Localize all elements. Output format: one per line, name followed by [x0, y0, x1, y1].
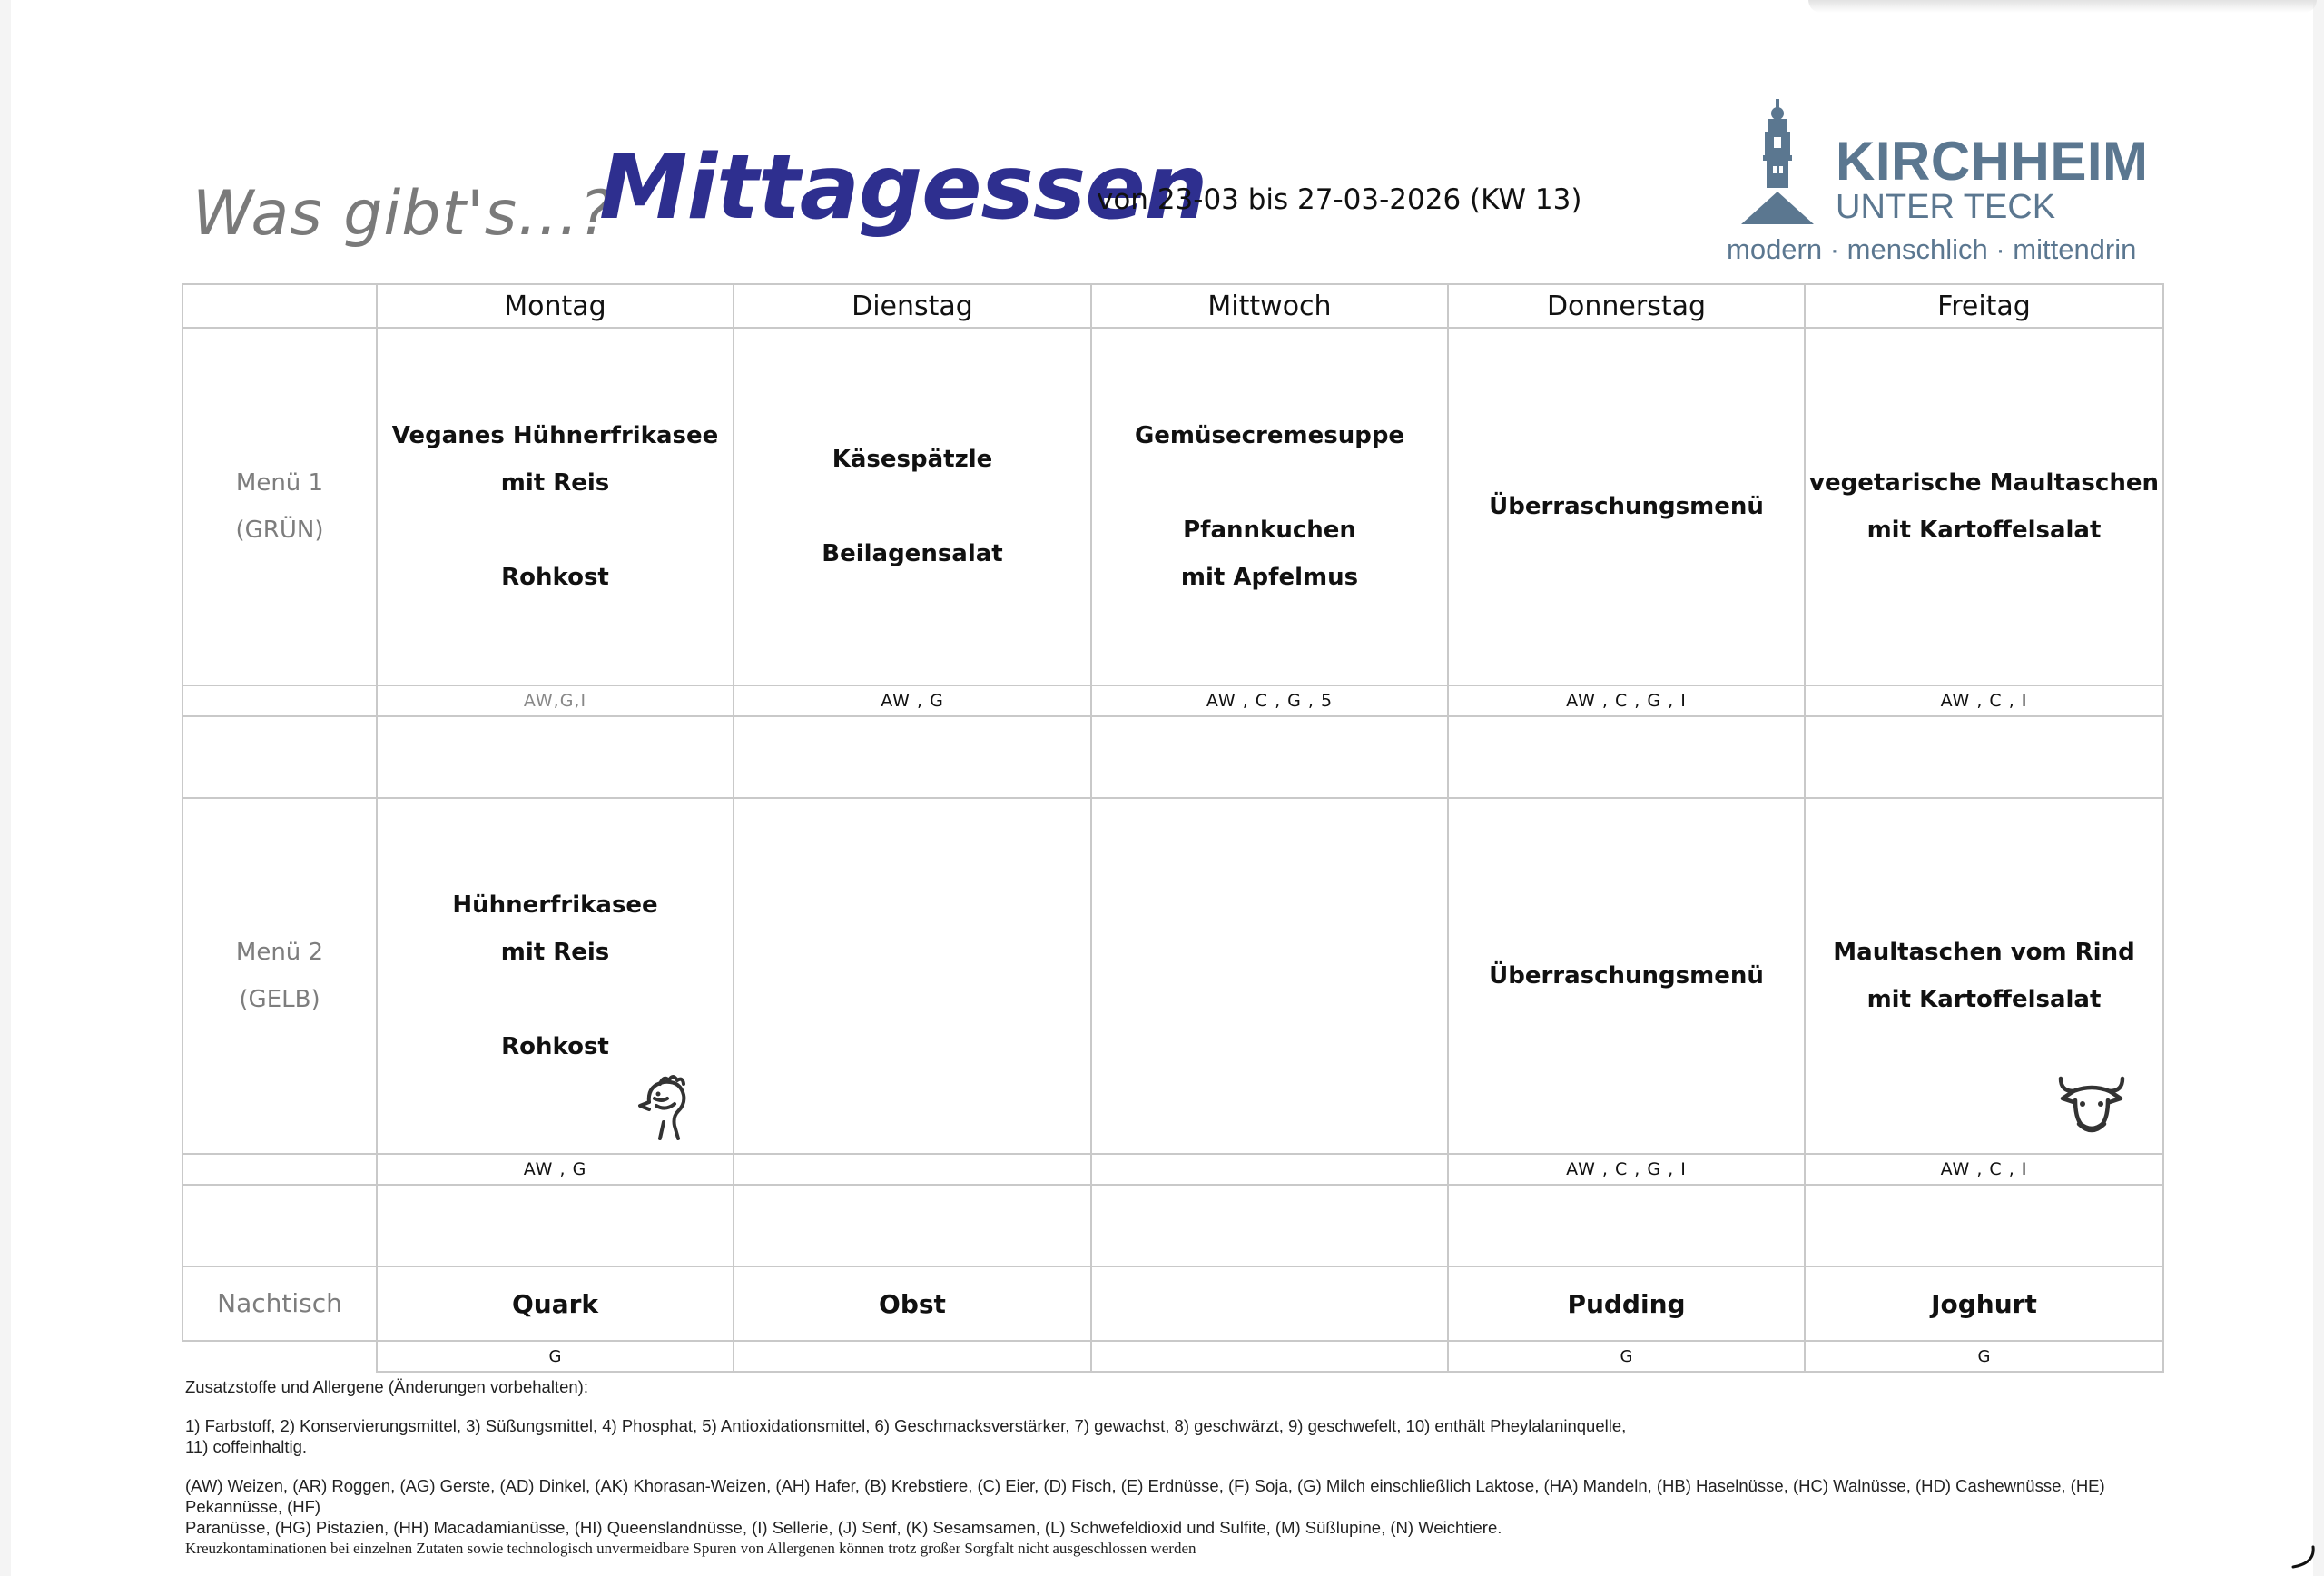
allergen-codes: AW , C , G , I	[1448, 685, 1805, 716]
gap	[185, 1457, 2182, 1475]
menu1-label-line2: (GRÜN)	[235, 517, 324, 544]
menu2-thursday	[1448, 798, 1805, 1154]
logo-subtitle: UNTER TECK	[1836, 188, 2056, 226]
city-logo	[1725, 95, 2161, 277]
menu2-row	[182, 798, 2163, 1154]
dish-line: Überraschungsmenü	[1489, 962, 1764, 990]
allergen-codes	[734, 1154, 1091, 1185]
menu2-tuesday	[734, 798, 1091, 1154]
day-header-row	[182, 284, 2163, 328]
allergen-codes: AW , G	[734, 685, 1091, 716]
menu2-label-line1: Menü 2	[235, 939, 324, 966]
dessert-item	[1091, 1266, 1448, 1341]
dish-line: mit Kartoffelsalat	[1866, 517, 2102, 544]
dish-line: Maultaschen vom Rind	[1833, 939, 2135, 966]
empty-cell	[1805, 1185, 2163, 1266]
empty-cell	[182, 685, 377, 716]
cross-contamination-note: Kreuzkontaminationen bei einzelnen Zutaten sowie technologisch unvermeidbare Spuren von Allergenen können trotz großer Sorgfalt nicht ausgeschlossen werden	[185, 1540, 1196, 1557]
dish-line: mit Reis	[500, 939, 610, 966]
allergens-line: (AW) Weizen, (AR) Roggen, (AG) Gerste, (AD) Dinkel, (AK) Khorasan-Weizen, (AH) Hafer, (B) Krebstiere, (C) Eier, (D) Fisch, (E) Erdnüsse, (F) Soja, (G) Milch einschließlich Laktose, (HA) Mandeln, (HB) Haselnüsse, (HC) Walnüsse, (HD) Cashewnüsse, (HE) Pekannüsse, (HF)	[185, 1476, 2105, 1516]
allergen-codes	[734, 1341, 1091, 1372]
line-gap	[378, 976, 733, 1023]
menu-table	[182, 283, 2164, 1373]
menu2-monday	[377, 798, 734, 1154]
dish-line: Beilagensalat	[822, 540, 1003, 567]
empty-cell	[182, 1185, 377, 1266]
day-header: Montag	[377, 284, 734, 328]
allergen-codes: G	[1448, 1341, 1805, 1372]
dish-line: Käsespätzle	[832, 446, 993, 473]
dish-line: mit Apfelmus	[1180, 564, 1359, 591]
cow-icon	[2055, 1071, 2128, 1140]
dessert-item: Pudding	[1448, 1266, 1805, 1341]
allergen-codes	[1091, 1341, 1448, 1372]
empty-cell	[1448, 1185, 1805, 1266]
additives-line: 11) coffeinhaltig.	[185, 1437, 308, 1456]
line-gap	[734, 483, 1090, 530]
page-curl-icon	[2290, 1543, 2317, 1571]
allergen-codes: AW , C , G , I	[1448, 1154, 1805, 1185]
dish-line: Hühnerfrikasee	[452, 891, 658, 919]
empty-cell	[1448, 716, 1805, 798]
menu1-tuesday	[734, 328, 1091, 685]
page-title: Mittagessen	[599, 136, 1207, 240]
dish-line: Rohkost	[501, 564, 609, 591]
date-range: von 23-03 bis 27-03-2026 (KW 13)	[1097, 183, 1582, 216]
menu1-label-line1: Menü 1	[235, 469, 324, 497]
day-header: Dienstag	[734, 284, 1091, 328]
menu2-friday	[1805, 798, 2163, 1154]
menu2-wednesday	[1091, 798, 1448, 1154]
spacer-row	[182, 716, 2163, 798]
empty-cell	[734, 716, 1091, 798]
allergens-line: Paranüsse, (HG) Pistazien, (HH) Macadamianüsse, (HI) Queenslandnüsse, (I) Sellerie, (J) Senf, (K) Sesamsamen, (L) Schwefeldioxid und Sulfite, (M) Süßlupine, (N) Weichtiere.	[185, 1518, 1502, 1537]
empty-cell	[182, 1154, 377, 1185]
dish-line: Gemüsecremesuppe	[1134, 422, 1405, 449]
empty-cell	[377, 1185, 734, 1266]
footnotes-heading: Zusatzstoffe und Allergene (Änderungen vorbehalten):	[185, 1377, 588, 1396]
menu1-row	[182, 328, 2163, 685]
logo-tagline: modern · menschlich · mittendrin	[1727, 233, 2137, 265]
dessert-label: Nachtisch	[182, 1266, 377, 1341]
empty-cell	[1805, 716, 2163, 798]
dish-line: mit Reis	[500, 469, 610, 497]
dessert-allergen-row	[182, 1341, 2163, 1372]
menu1-friday	[1805, 328, 2163, 685]
empty-cell	[377, 716, 734, 798]
menu1-allergen-row	[182, 685, 2163, 716]
day-header: Mittwoch	[1091, 284, 1448, 328]
allergen-codes: AW , C , G , 5	[1091, 685, 1448, 716]
dish-line: Pfannkuchen	[1183, 517, 1356, 544]
menu1-thursday	[1448, 328, 1805, 685]
allergen-codes: G	[377, 1341, 734, 1372]
empty-cell	[1091, 1185, 1448, 1266]
footnotes	[185, 1376, 2182, 1559]
logo-title: KIRCHHEIM	[1836, 131, 2149, 192]
allergen-codes: G	[1805, 1341, 2163, 1372]
empty-cell	[182, 1341, 377, 1372]
page-edge-shadow	[1808, 0, 2317, 13]
line-gap	[378, 507, 733, 554]
allergen-codes: AW , C , I	[1805, 1154, 2163, 1185]
spacer-row	[182, 1185, 2163, 1266]
menu2-label	[182, 798, 377, 1154]
dish-line: vegetarische Maultaschen	[1809, 469, 2159, 497]
menu-page	[11, 0, 2313, 1576]
empty-cell	[182, 716, 377, 798]
additives-line: 1) Farbstoff, 2) Konservierungsmittel, 3) Süßungsmittel, 4) Phosphat, 5) Antioxidationsmittel, 6) Geschmacksverstärker, 7) gewachst, 8) geschwärzt, 9) geschwefelt, 10) enthält Pheylalaninquelle,	[185, 1416, 1627, 1435]
menu2-allergen-row	[182, 1154, 2163, 1185]
allergen-codes: AW , C , I	[1805, 685, 2163, 716]
day-header: Freitag	[1805, 284, 2163, 328]
dish-line: Veganes Hühnerfrikasee	[391, 422, 719, 449]
menu2-label-line2: (GELB)	[239, 986, 320, 1013]
empty-cell	[1091, 716, 1448, 798]
corner-cell	[182, 284, 377, 328]
intro-text: Was gibt's...?	[192, 178, 614, 250]
dish-line: mit Kartoffelsalat	[1866, 986, 2102, 1013]
dessert-row	[182, 1266, 2163, 1341]
dessert-item: Quark	[377, 1266, 734, 1341]
day-header: Donnerstag	[1448, 284, 1805, 328]
gap	[185, 1397, 2182, 1415]
menu1-monday	[377, 328, 734, 685]
church-tower-icon	[1728, 99, 1828, 226]
dessert-item: Obst	[734, 1266, 1091, 1341]
menu1-label	[182, 328, 377, 685]
allergen-codes	[1091, 1154, 1448, 1185]
line-gap	[1092, 459, 1447, 507]
menu1-wednesday	[1091, 328, 1448, 685]
allergen-codes: AW,G,I	[377, 685, 734, 716]
dish-line: Rohkost	[501, 1033, 609, 1060]
dish-line: Überraschungsmenü	[1489, 493, 1764, 520]
allergen-codes: AW , G	[377, 1154, 734, 1185]
empty-cell	[734, 1185, 1091, 1266]
dessert-item: Joghurt	[1805, 1266, 2163, 1341]
chicken-icon	[633, 1071, 698, 1140]
